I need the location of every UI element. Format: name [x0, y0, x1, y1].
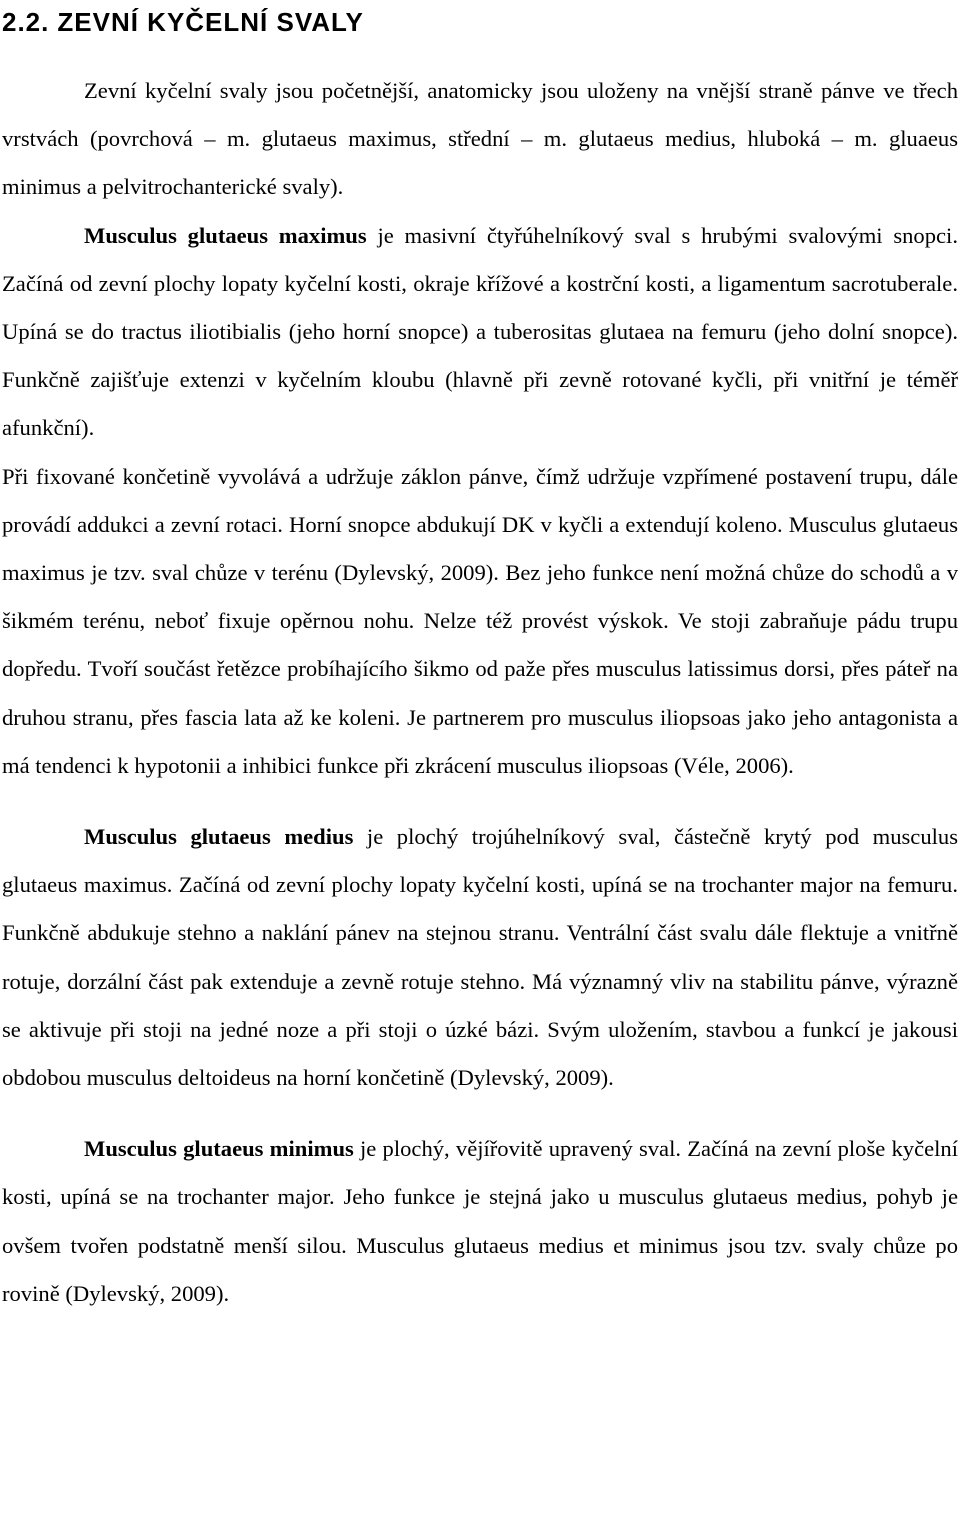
paragraph-minimus-text: je plochý, vějířovitě upravený sval. Začíná na zevní ploše kyčelní kosti, upíná se na trochanter major. Jeho funkce je stejná jako u musculus glutaeus medius, pohyb je ovšem tvořen podstatně menší silou. Musculus glutaeus medius et minimus jsou tzv. svaly chůze po rovině (Dylevský, 2009).	[2, 1136, 958, 1306]
paragraph-medius	[2, 813, 958, 1102]
section-heading	[2, 0, 958, 40]
paragraph-medius-text: je plochý trojúhelníkový sval, částečně krytý pod musculus glutaeus maximus. Začíná od zevní plochy lopaty kyčelní kosti, upíná se na trochanter major na femuru. Funkčně abdukuje stehno a naklání pánev na stejnou stranu. Ventrální část svalu dále flektuje a vnitřně rotuje, dorzální část pak extenduje a zevně rotuje stehno. Má významný vliv na stabilitu pánve, výrazně se aktivuje při stoji na jedné noze a při stoji o úzké bázi. Svým uložením, stavbou a funkcí je jakousi obdobou musculus deltoideus na horní končetině (Dylevský, 2009).	[2, 824, 959, 1091]
paragraph-maximus	[2, 212, 958, 453]
paragraph-intro: Zevní kyčelní svaly jsou početnější, anatomicky jsou uloženy na vnější straně pánve ve třech vrstvách (povrchová – m. glutaeus maximus, střední – m. glutaeus medius, hluboká – m. gluaeus minimus a pelvitrochanterické svaly).	[2, 78, 958, 200]
paragraph-maximus-text: je masivní čtyřúhelníkový sval s hrubými svalovými snopci. Začíná od zevní plochy lopaty kyčelní kosti, okraje křížové a kostrční kosti, a ligamentum sacrotuberale. Upíná se do tractus iliotibialis (jeho horní snopce) a tuberositas glutaea na femuru (jeho dolní snopce). Funkčně zajišťuje extenzi v kyčelním kloubu (hlavně při zevně rotované kyčli, při vnitřní je téměř afunkční).	[2, 222, 958, 441]
term-glutaeus-maximus: Musculus glutaeus maximus	[84, 222, 367, 248]
section-title: ZEVNÍ KYČELNÍ SVALY	[57, 7, 364, 37]
section-number: 2.2.	[2, 7, 50, 37]
term-glutaeus-medius: Musculus glutaeus medius	[84, 824, 354, 850]
term-glutaeus-minimus: Musculus glutaeus minimus	[84, 1136, 354, 1162]
paragraph-maximus-continued: Při fixované končetině vyvolává a udržuje záklon pánve, čímž udržuje vzpřímené postavení trupu, dále provádí addukci a zevní rotaci. Horní snopce abdukují DK v kyčli a extendují koleno. Musculus glutaeus maximus je tzv. sval chůze v terénu (Dylevský, 2009). Bez jeho funkce není možná chůze do schodů a v šikmém terénu, neboť fixuje opěrnou nohu. Nelze též provést výskok. Ve stoji zabraňuje pádu trupu dopředu. Tvoří součást řetězce probíhajícího šikmo od paže přes musculus latissimus dorsi, přes páteř na druhou stranu, přes fascia lata až ke koleni. Je partnerem pro musculus iliopsoas jako jeho antagonista a má tendenci k hypotonii a inhibici funkce při zkrácení musculus iliopsoas (Véle, 2006).	[2, 463, 958, 778]
paragraph-minimus	[2, 1125, 958, 1318]
